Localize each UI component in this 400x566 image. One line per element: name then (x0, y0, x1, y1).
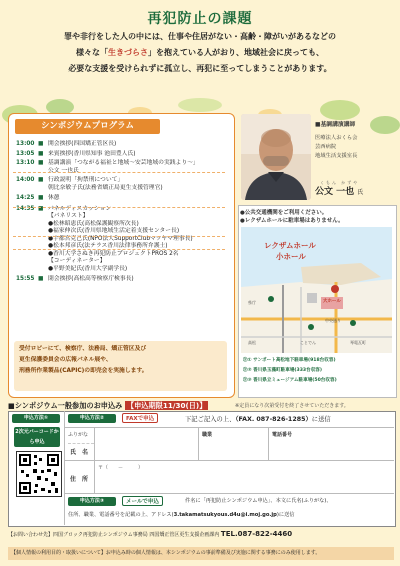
fax-pill: FAXで申込 (122, 413, 158, 423)
footer-inquiry: 【お問い合わせ先】四国ブロック再犯防止シンポジウム事務局 四国矯正管区更生支援企画課内 TEL.087-822-4460 (8, 530, 293, 538)
parking-info: Ⓟ② 香川県玉藻町駐車場(333台収容) (243, 368, 322, 373)
intro-line-1: 罪や非行をした人の中には、仕事や住居がない・高齢・障がいがあるなどの (64, 32, 336, 41)
speaker-label: ■基調講演講師 (315, 122, 356, 128)
program-row: 【コーディネーター】 (48, 258, 106, 264)
program-row: 朝比奈敏子氏(法務省矯正局更生支援管理官) (48, 184, 163, 191)
divider (64, 493, 394, 494)
furigana-label: ふりがな (68, 432, 89, 438)
program-row: ●松林昭恵氏(高松保護観察所次長) (48, 220, 139, 227)
program-row: ●香川大学さぬき再犯防止プロジェクトPROS 2名 (48, 250, 179, 257)
speaker-photo (241, 114, 311, 200)
notice-box (14, 341, 227, 391)
method-1-label: 申込方法① (12, 414, 60, 423)
notice-line: 受付ロビーにて、検察庁、法務局、矯正管区及び (19, 346, 147, 352)
fax-instruction: 下記ご記入の上、（FAX. 087-826-1285）に送信 (185, 416, 331, 423)
divider (198, 427, 199, 460)
address-field[interactable] (96, 472, 392, 492)
divider (64, 460, 394, 461)
name-field[interactable] (96, 429, 196, 458)
speaker-name: 公文 一也 氏 (315, 187, 364, 197)
speaker-ruby: くもん かずや (320, 180, 360, 185)
speaker-org: 地域生活支援室長 (315, 153, 358, 159)
program-row: 13:00 ■ 開会挨拶(四国矯正管区長) (16, 141, 117, 147)
program-row: ●松本邦彦氏(法テラス香川法律事務所弁護士) (48, 243, 168, 249)
qr-code-icon (17, 452, 61, 496)
divider (64, 411, 65, 525)
tel-field[interactable] (270, 438, 390, 458)
program-header: シンポジウムプログラム (15, 119, 160, 134)
application-form (8, 411, 396, 527)
map-notes: ●公共交通機関をご利用ください。 ●レクザムホールに駐車場はありません。 (240, 210, 344, 224)
tel-label: 電話番号 (272, 432, 293, 438)
method-2-label: 申込方法② (68, 414, 116, 423)
job-field[interactable] (200, 438, 266, 458)
divider (13, 249, 225, 250)
method-3-label: 申込方法③ (68, 497, 116, 506)
program-schedule (16, 141, 230, 284)
map-label: ことでん (300, 340, 316, 345)
divider (268, 427, 269, 460)
program-row: 14:00 ■ 行政説明「拘禁刑について」 (16, 177, 124, 183)
program-row: 14:25 ■ 休憩 (16, 195, 60, 201)
parking-info: Ⓟ③ 香川県立ミュージアム駐車場(50台収容) (243, 378, 337, 383)
speaker-portrait-icon (241, 114, 311, 200)
venue-label: レクザムホール 小ホール (264, 241, 316, 261)
apply-deadline: 【申込期限11/30(日)】 (126, 401, 207, 410)
program-row: ●平野美紀氏(香川大学副学長) (48, 265, 128, 272)
divider (13, 236, 225, 237)
speaker-org: 医療法人おくら会 (315, 135, 358, 141)
divider (13, 207, 225, 208)
notice-line: 更生保護委員会の広報パネル展や、 (19, 357, 112, 363)
intro-highlight: 生きづらさ (108, 48, 148, 57)
venue-tag: 大ホール (323, 299, 341, 304)
divider (68, 443, 94, 444)
program-row: 【パネリスト】 (48, 213, 89, 219)
intro-line-2: 様々な「生きづらさ」を抱えている人がおり、地域社会に戻っても、 (76, 48, 324, 57)
job-label: 職業 (202, 432, 213, 438)
program-row: ●宇都宮克己氏(NPO法人SupportClubマツヤマ理事長) (48, 235, 193, 242)
mail-address[interactable]: 3.takamatsukyous.d4u@i.moj.go.jp (173, 512, 277, 518)
mail-instruction: 件名に「再犯防止シンポジウム申込」、本文に氏名(ふりがな)、 (185, 498, 332, 504)
qr-label[interactable]: 2次元バーコードから申込 (15, 429, 59, 445)
program-row: 公文 一也氏 (48, 167, 79, 174)
intro-line-3: 必要な支援を受けられずに孤立し、再犯に至ってしまうことがあります。 (68, 64, 332, 73)
program-row: 15:55 ■ 閉会挨拶(高松高等検察庁検事長) (16, 276, 134, 282)
footer-privacy: 【個人情報の利用目的・取扱いについて】お申込み時の個人情報は、本シンポジウムの事前準備及び実施に関する事務にのみ使用します。 (8, 547, 394, 560)
program-row: 13:05 ■ 来賓挨拶(香川県知事 池田豊人氏) (16, 150, 136, 157)
address-label: 住 所 (70, 476, 89, 483)
apply-heading: ■シンポジウム一般参加のお申込み 【申込期限11/30(日)】 (8, 401, 207, 410)
qr-code[interactable] (16, 451, 62, 497)
map-label: 高松 (248, 340, 256, 345)
zip-label: 〒（ － ） (98, 465, 144, 471)
program-row: ●福家伸次氏(香川県地域生活定着支援センター長) (48, 228, 180, 234)
name-label: 氏 名 (70, 449, 89, 456)
footer-tel: TEL.087-822-4460 (220, 530, 293, 538)
program-row: 13:10 ■ 基調講演「つながる福祉と地域～安芸地域の実践より～」 (16, 160, 199, 166)
map-label: 県庁 (248, 300, 256, 305)
parking-info: Ⓟ① サンポート高松地下駐車場(918台収容) (243, 358, 336, 363)
page-title: 再犯防止の課題 (147, 11, 253, 27)
divider (64, 427, 394, 428)
mail-address-line: 住所、職業、電話番号を記載の上、アドレス(3.takamatsukyous.d4u@i.moj.go.jp)に送信 (68, 512, 295, 518)
speaker-org: 芸西病院 (315, 144, 337, 150)
notice-line: 刑務所作業製品(CAPIC)の即売会を実施します。 (19, 368, 148, 374)
map-label: 中央通り (325, 318, 341, 323)
mail-pill: メールで申込 (122, 496, 163, 506)
apply-note: ※定員になり次第受付を終了させていただきます。 (235, 403, 349, 409)
divider (13, 172, 225, 173)
map-label: 琴電瓦町 (350, 340, 366, 345)
program-row: 14:35 ■ パネルディスカッション (16, 205, 112, 212)
